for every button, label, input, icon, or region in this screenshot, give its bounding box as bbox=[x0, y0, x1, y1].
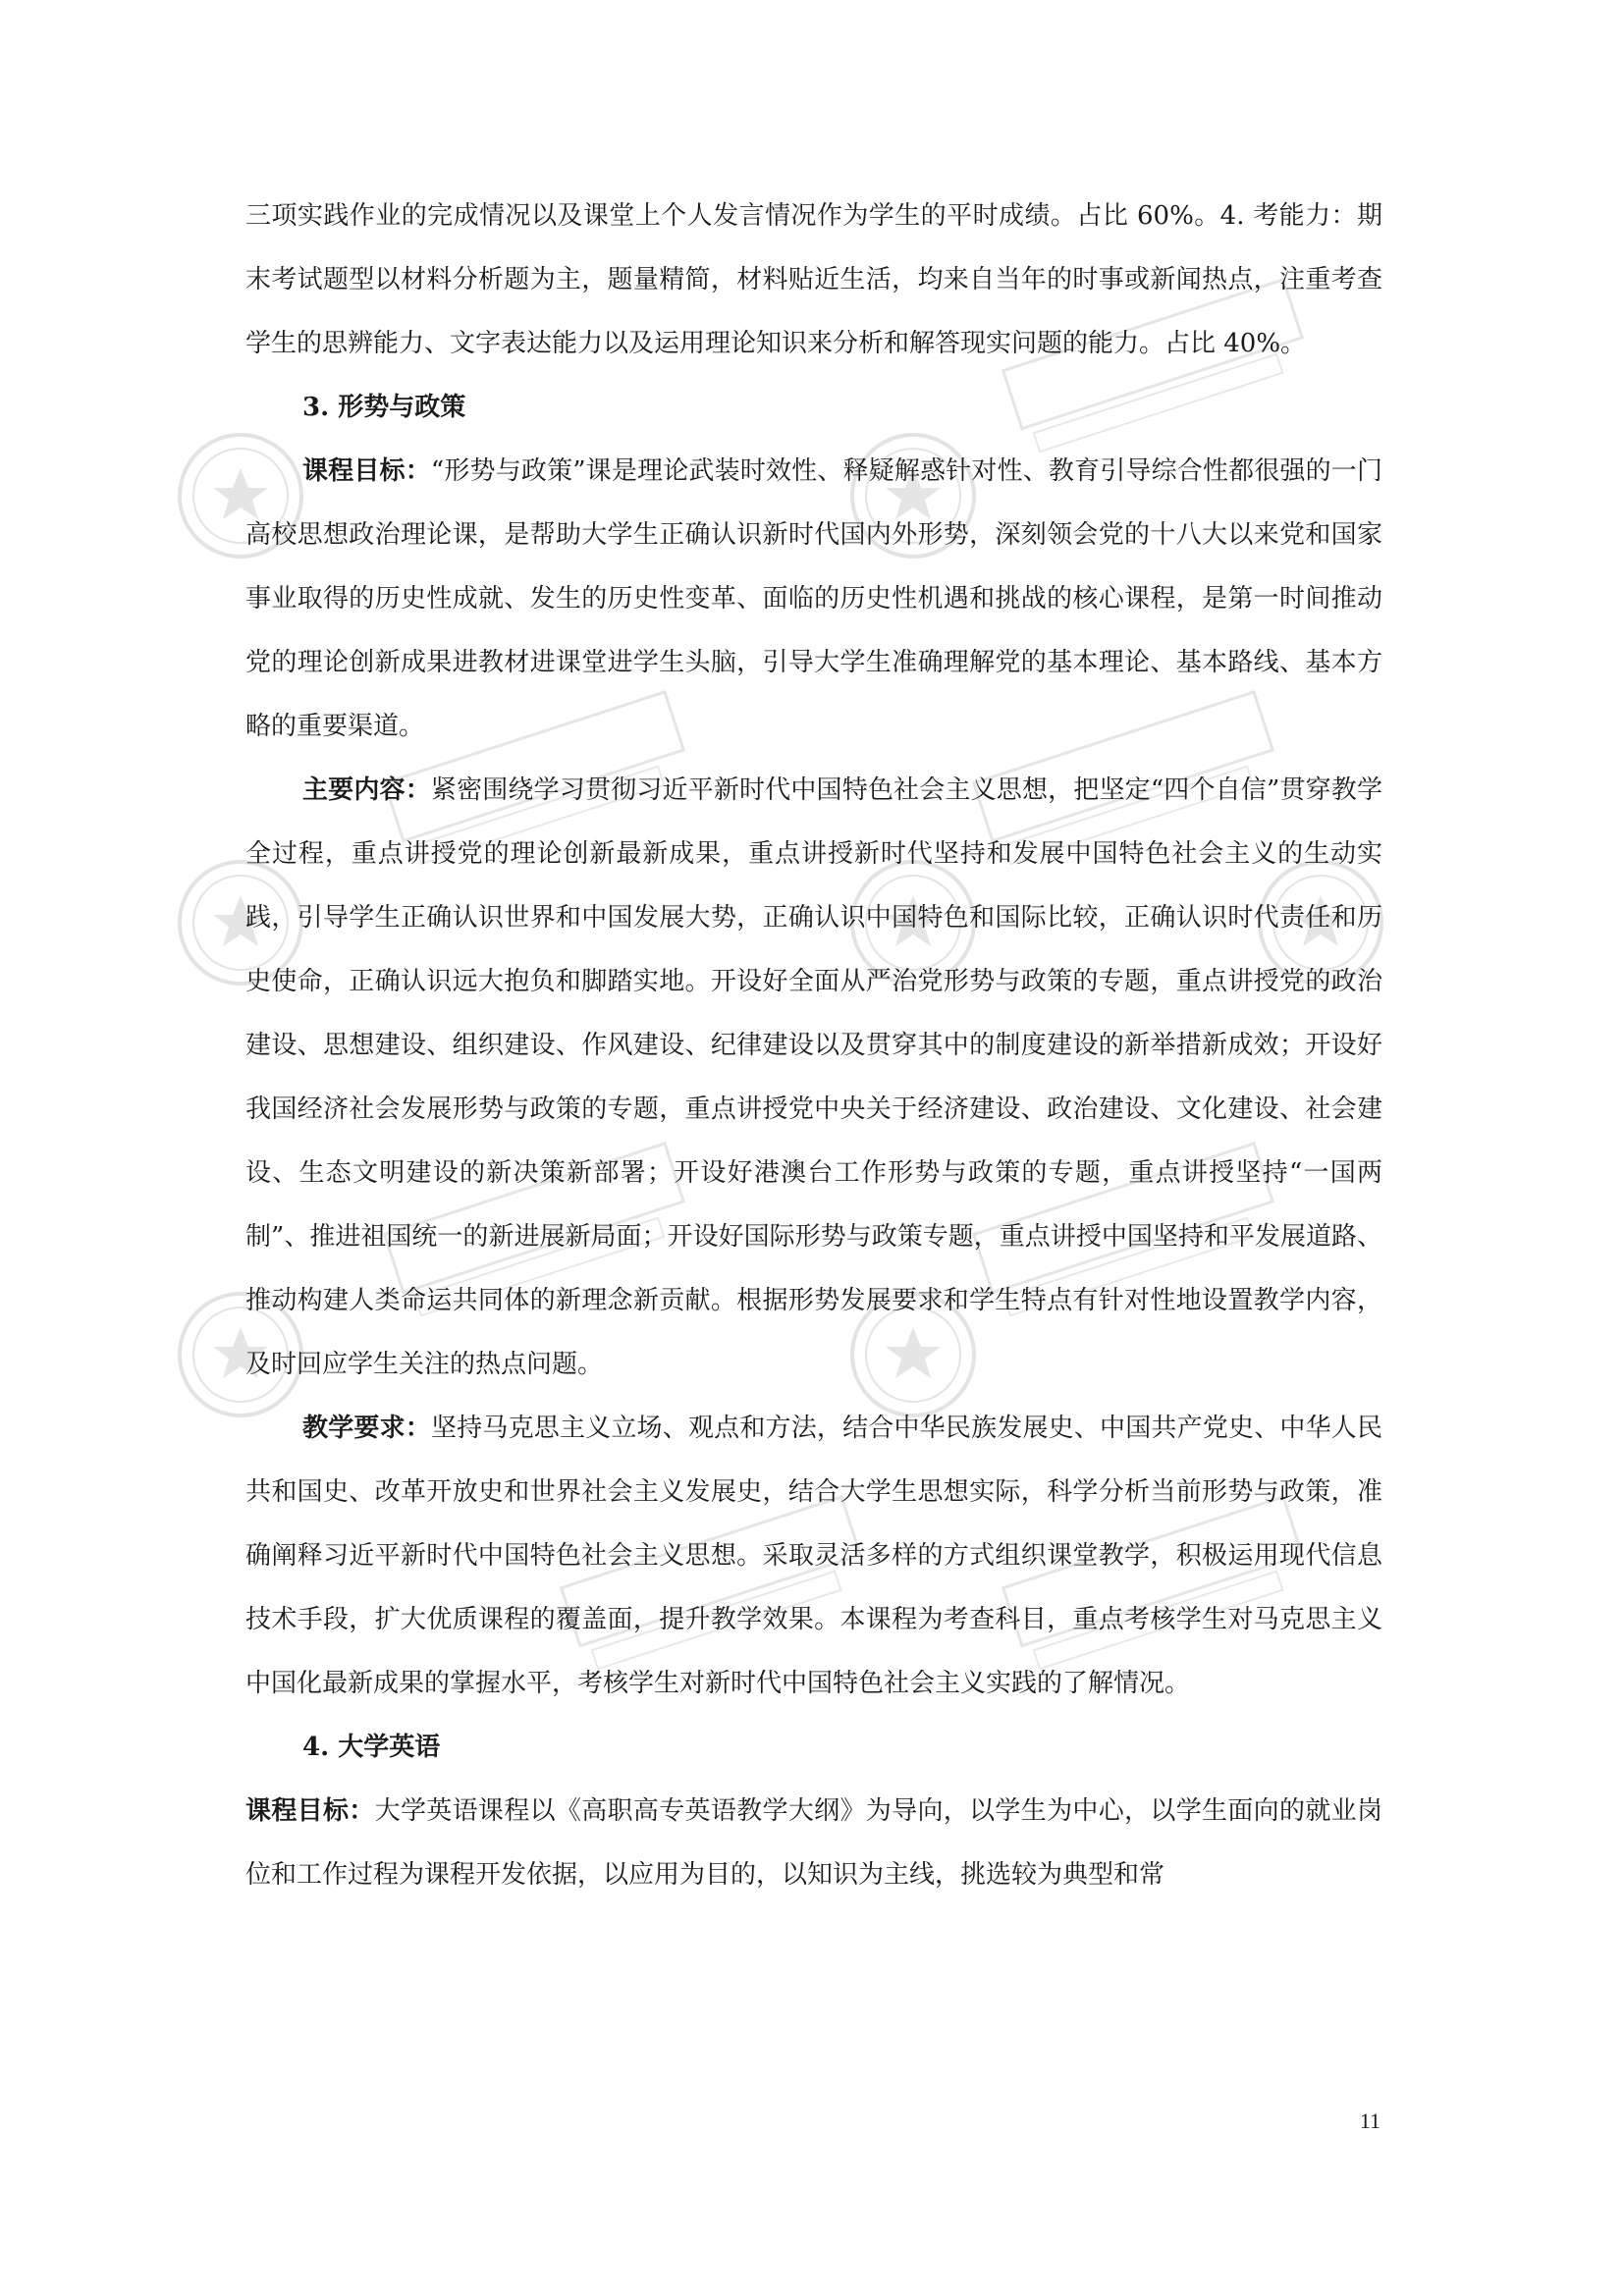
page-number: 11 bbox=[1359, 2109, 1380, 2133]
text-main-content: 紧密围绕学习贯彻习近平新时代中国特色社会主义思想，把坚定“四个自信”贯穿教学全过程，重点讲授党的理论创新最新成果，重点讲授新时代坚持和发展中国特色社会主义的生动实践，引导学生正确认识世界和中国发展大势，正确认识中国特色和国际比较，正确认识时代责任和历史使命，正确认识远大抱负和脚踏实地。开设好全面从严治党形势与政策的专题，重点讲授党的政治建设、思想建设、组织建设、作风建设、纪律建设以及贯穿其中的制度建设的新举措新成效；开设好我国经济社会发展形势与政策的专题，重点讲授党中央关于经济建设、政治建设、文化建设、社会建设、生态文明建设的新决策新部署；开设好港澳台工作形势与政策的专题，重点讲授坚持“一国两制”、推进祖国统一的新进展新局面；开设好国际形势与政策专题，重点讲授中国坚持和平发展道路、推动构建人类命运共同体的新理念新贡献。根据形势发展要求和学生特点有针对性地设置教学内容，及时回应学生关注的热点问题。 bbox=[245, 775, 1382, 1379]
paragraph-s4-goal bbox=[245, 1780, 1382, 1907]
text-course-goal: “形势与政策”课是理论武装时效性、释疑解惑针对性、教育引导综合性都很强的一门高校思想政治理论课，是帮助大学生正确认识新时代国内外形势，深刻领会党的十八大以来党和国家事业取得的历史性成就、发生的历史性变革、面临的历史性机遇和挑战的核心课程，是第一时间推动党的理论创新成果进教材进课堂进学生头脑，引导大学生准确理解党的基本理论、基本路线、基本方略的重要渠道。 bbox=[245, 456, 1382, 741]
label-course-goal-english: 课程目标： bbox=[245, 1796, 375, 1826]
paragraph-assessment-continued: 三项实践作业的完成情况以及课堂上个人发言情况作为学生的平时成绩。占比 60%。4. 考能力：期末考试题型以材料分析题为主，题量精简，材料贴近生活，均来自当年的时事或新闻热点，注重考查学生的思辨能力、文字表达能力以及运用理论知识来分析和解答现实问题的能力。占比 40%。 bbox=[245, 201, 1382, 358]
label-teaching-requirements: 教学要求： bbox=[302, 1414, 431, 1443]
paragraph-s3-content bbox=[245, 759, 1382, 1397]
paragraph-s3-goal bbox=[245, 440, 1382, 759]
section-3-title: 3. 形势与政策 bbox=[302, 393, 466, 422]
section-4-title: 4. 大学英语 bbox=[302, 1733, 441, 1762]
paragraph-s3-requirements bbox=[245, 1397, 1382, 1716]
text-course-goal-english: 大学英语课程以《高职高专英语教学大纲》为导向，以学生为中心，以学生面向的就业岗位和工作过程为课程开发依据，以应用为目的，以知识为主线，挑选较为典型和常 bbox=[245, 1796, 1382, 1890]
label-main-content: 主要内容： bbox=[302, 775, 431, 805]
document-body bbox=[245, 185, 1382, 1907]
text-teaching-requirements: 坚持马克思主义立场、观点和方法，结合中华民族发展史、中国共产党史、中华人民共和国史、改革开放史和世界社会主义发展史，结合大学生思想实际，科学分析当前形势与政策，准确阐释习近平新时代中国特色社会主义思想。采取灵活多样的方式组织课堂教学，积极运用现代信息技术手段，扩大优质课程的覆盖面，提升教学效果。本课程为考查科目，重点考核学生对马克思主义中国化最新成果的掌握水平，考核学生对新时代中国特色社会主义实践的了解情况。 bbox=[245, 1414, 1382, 1698]
label-course-goal: 课程目标： bbox=[302, 456, 431, 486]
